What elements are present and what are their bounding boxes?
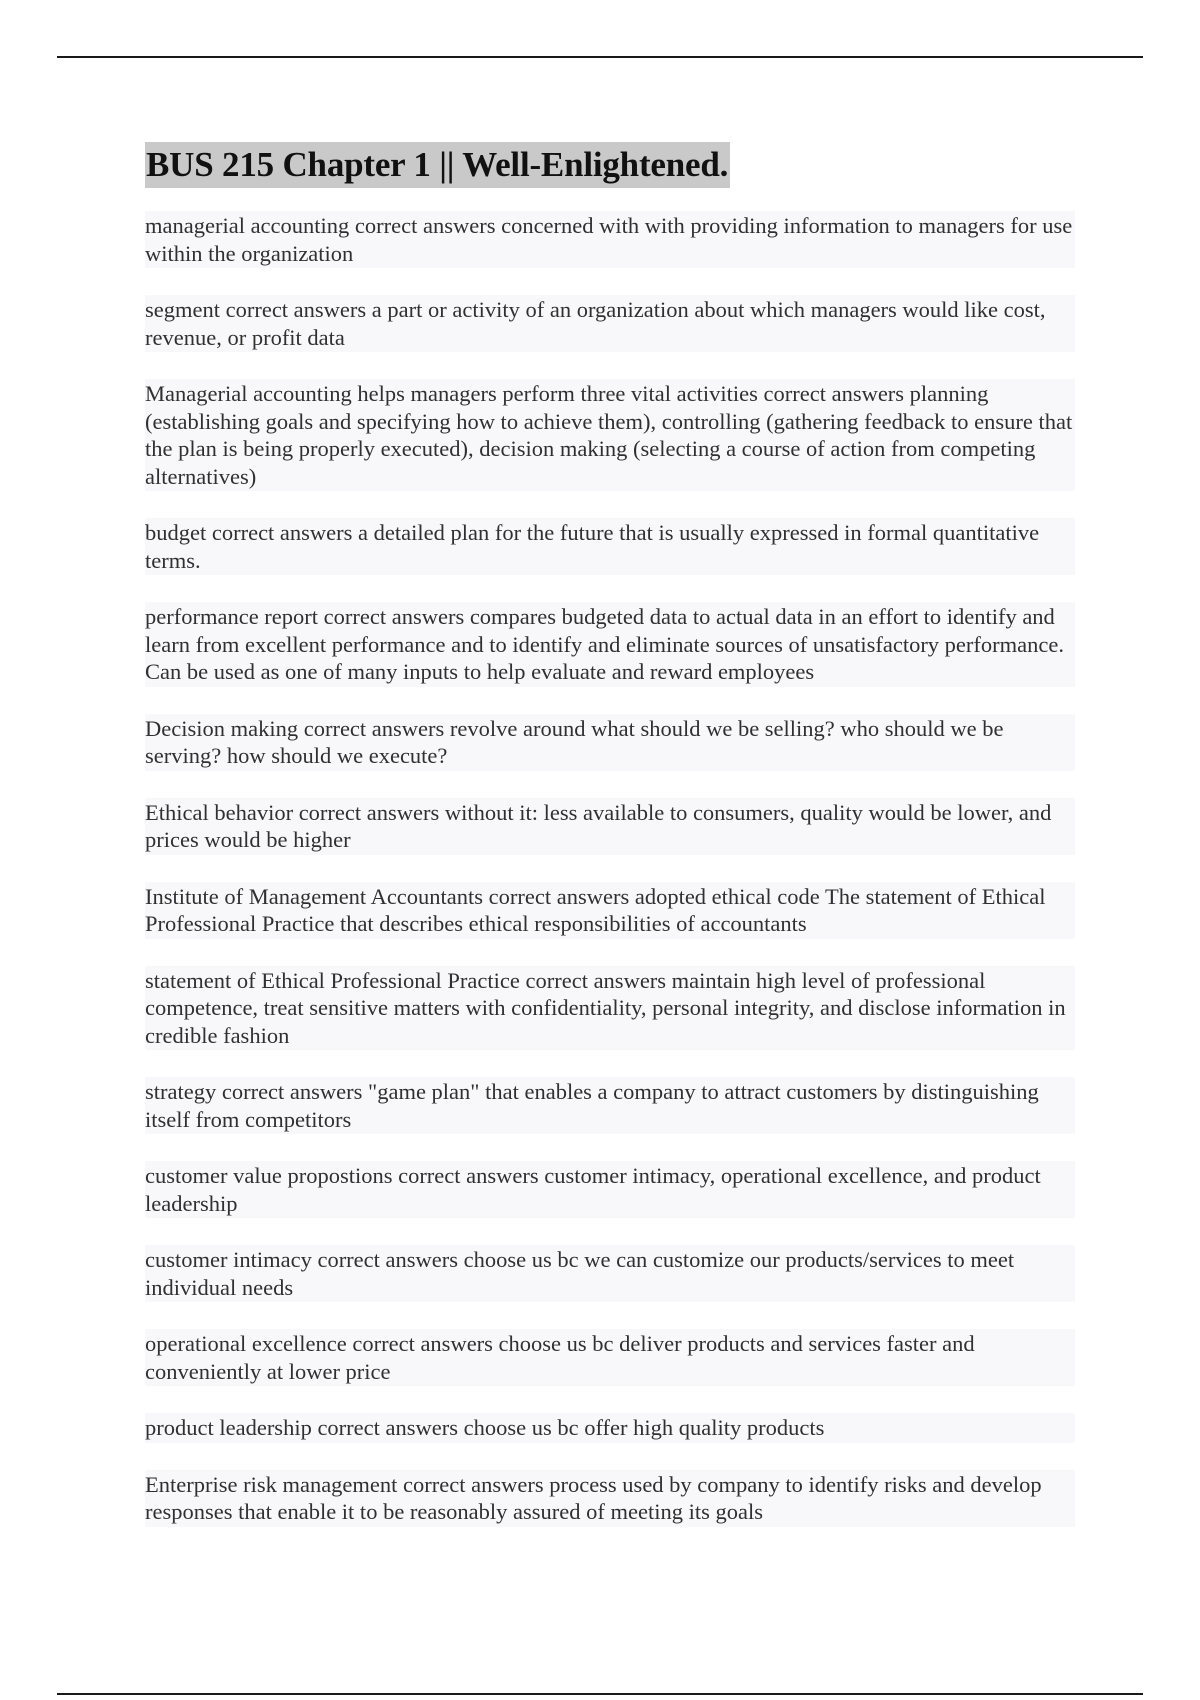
entry-customer-value-propositions: customer value propostions correct answers customer intimacy, operational excellence, and product leadership — [145, 1161, 1075, 1218]
entry-budget: budget correct answers a detailed plan for the future that is usually expressed in formal quantitative terms. — [145, 518, 1075, 575]
entry-three-vital-activities: Managerial accounting helps managers perform three vital activities correct answers planning (establishing goals and specifying how to achieve them), controlling (gathering feedback to ensure that the plan is being properly executed), decision making (selecting a course of action from competing alternatives) — [145, 379, 1075, 491]
bottom-divider — [57, 1693, 1143, 1695]
entry-list — [145, 211, 1075, 1527]
entry-ima: Institute of Management Accountants correct answers adopted ethical code The statement of Ethical Professional Practice that describes ethical responsibilities of accountants — [145, 882, 1075, 939]
entry-managerial-accounting: managerial accounting correct answers concerned with with providing information to managers for use within the organization — [145, 211, 1075, 268]
entry-strategy: strategy correct answers "game plan" that enables a company to attract customers by distinguishing itself from competitors — [145, 1077, 1075, 1134]
entry-product-leadership: product leadership correct answers choose us bc offer high quality products — [145, 1413, 1075, 1443]
entry-segment: segment correct answers a part or activity of an organization about which managers would like cost, revenue, or profit data — [145, 295, 1075, 352]
entry-decision-making: Decision making correct answers revolve around what should we be selling? who should we be serving? how should we execute? — [145, 714, 1075, 771]
entry-customer-intimacy: customer intimacy correct answers choose us bc we can customize our products/services to meet individual needs — [145, 1245, 1075, 1302]
document-title: BUS 215 Chapter 1 || Well-Enlightened. — [145, 142, 730, 188]
entry-enterprise-risk-management: Enterprise risk management correct answers process used by company to identify risks and develop responses that enable it to be reasonably assured of meeting its goals — [145, 1470, 1075, 1527]
entry-performance-report: performance report correct answers compares budgeted data to actual data in an effort to identify and learn from excellent performance and to identify and eliminate sources of unsatisfactory performance. Can be used as one of many inputs to help evaluate and reward employees — [145, 602, 1075, 687]
entry-ethical-behavior: Ethical behavior correct answers without it: less available to consumers, quality would be lower, and prices would be higher — [145, 798, 1075, 855]
top-divider — [57, 56, 1143, 58]
document-body — [145, 142, 1075, 1554]
entry-ethical-practice-statement: statement of Ethical Professional Practice correct answers maintain high level of professional competence, treat sensitive matters with confidentiality, personal integrity, and disclose information in credible fashion — [145, 966, 1075, 1051]
entry-operational-excellence: operational excellence correct answers choose us bc deliver products and services faster and conveniently at lower price — [145, 1329, 1075, 1386]
